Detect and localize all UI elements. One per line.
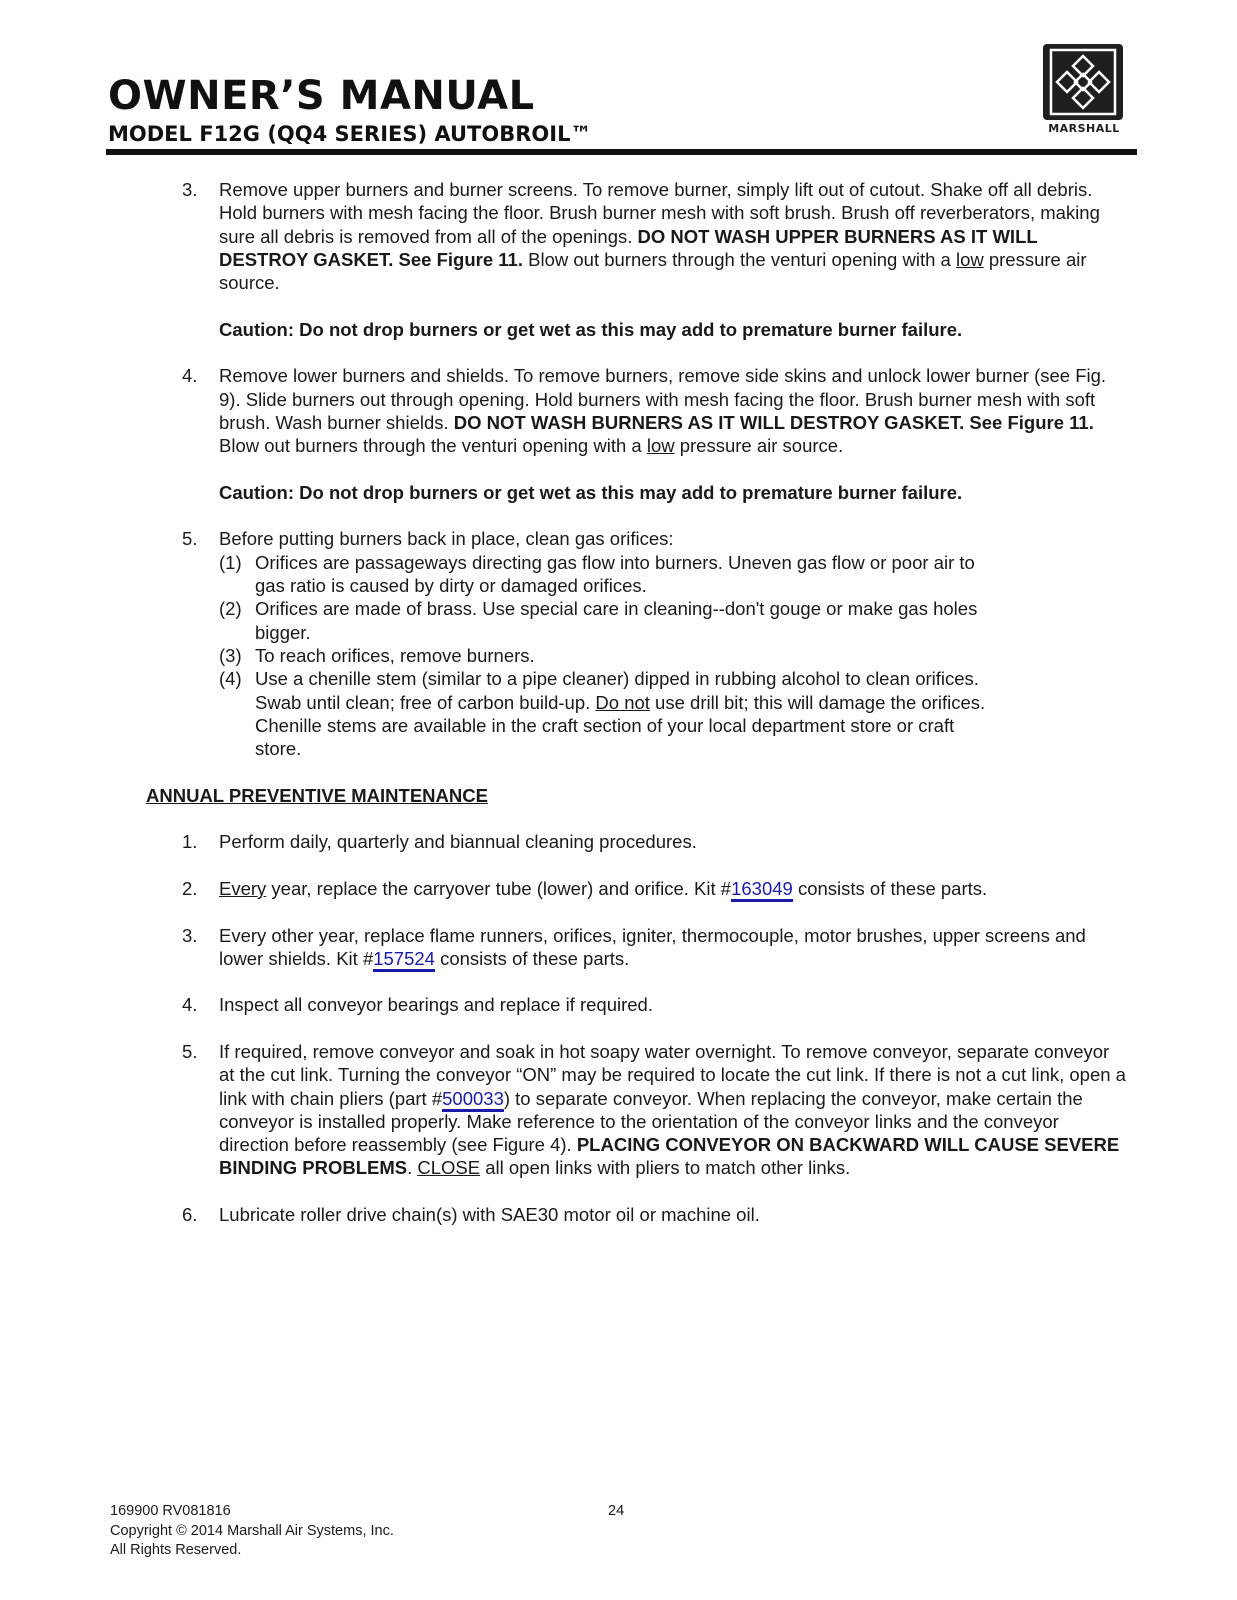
sub-step: (1) Orifices are passageways directing gas flow into burners. Uneven gas flow or poor air to gas ratio is caused by dirty or damaged orifices.	[219, 551, 975, 597]
step-number: 4.	[182, 994, 198, 1016]
part-500033-link[interactable]: 500033	[442, 1088, 504, 1112]
step-item: 1. Perform daily, quarterly and biannual cleaning procedures.	[182, 831, 697, 853]
doc-number: 169900 RV081816	[110, 1503, 231, 1519]
step-number: 6.	[182, 1204, 198, 1226]
step-item: 5. If required, remove conveyor and soak in hot soapy water overnight. To remove conveyor, separate conveyor at the cut link. Turning the conveyor “ON” may be required to locate the cut link. If there is not a cut link, open a link with chain pliers (part #500033) to separate conveyor. When replacing the conveyor, make certain the conveyor is installed properly. Make reference to the orientation of the conveyor links and the conveyor direction before reassembly (see Figure 4). PLACING CONVEYOR ON BACKWARD WILL CAUSE SEVERE BINDING PROBLEMS. CLOSE all open links with pliers to match other links.	[182, 1040, 1126, 1179]
header-rule	[106, 149, 1137, 155]
caution-text: Caution: Do not drop burners or get wet as this may add to premature burner failure.	[219, 318, 963, 340]
step-number: 3.	[182, 924, 198, 946]
sub-step: (4) Use a chenille stem (similar to a pipe cleaner) dipped in rubbing alcohol to clean orifices. Swab until clean; free of carbon build-up. Do not use drill bit; this will damage the orifices. Chenille stems are available in the craft section of your local department store or craft store.	[219, 668, 986, 760]
step-item: 6. Lubricate roller drive chain(s) with SAE30 motor oil or machine oil.	[182, 1204, 760, 1226]
page-title: OWNER’S MANUAL	[108, 73, 535, 119]
warning-text: PLACING CONVEYOR ON BACKWARD WILL CAUSE SEVERE BINDING PROBLEMS	[219, 1134, 1120, 1179]
caution-text: Caution: Do not drop burners or get wet as this may add to premature burner failure.	[219, 481, 963, 503]
kit-163049-link[interactable]: 163049	[731, 878, 793, 902]
step-number: 4.	[182, 365, 198, 387]
step-item	[0, 527, 1237, 760]
step-item: 4. Remove lower burners and shields. To remove burners, remove side skins and unlock lower burner (see Fig. 9). Slide burners out through opening. Hold burners with mesh facing the floor. Brush burner mesh with soft brush. Wash burner shields. DO NOT WASH BURNERS AS IT WILL DESTROY GASKET. See Figure 11. Blow out burners through the venturi opening with a low pressure air source.	[182, 365, 1107, 457]
kit-157524-link[interactable]: 157524	[373, 948, 435, 972]
logo-wordmark: MARSHALL	[1048, 122, 1120, 135]
step-item: 3. Remove upper burners and burner screens. To remove burner, simply lift out of cutout. Shake off all debris. Hold burners with mesh facing the floor. Brush burner mesh with soft brush. Brush off reverberators, making sure all debris is removed from all of the openings. DO NOT WASH UPPER BURNERS AS IT WILL DESTROY GASKET. See Figure 11. Blow out burners through the venturi opening with a low pressure air source.	[182, 179, 1100, 294]
page-subtitle: MODEL F12G (QQ4 SERIES) AUTOBROIL™	[108, 122, 592, 146]
rights-text: All Rights Reserved.	[110, 1542, 242, 1558]
sub-step: (2) Orifices are made of brass. Use special care in cleaning--don't gouge or make gas holes bigger.	[219, 598, 978, 643]
step-item: 3. Every other year, replace flame runners, orifices, igniter, thermocouple, motor brushes, upper screens and lower shields. Kit #157524 consists of these parts.	[0, 924, 1237, 971]
step-number: 2.	[182, 877, 198, 899]
page-number: 24	[608, 1503, 625, 1519]
manual-content	[0, 178, 1237, 1226]
step-intro: Before putting burners back in place, clean gas orifices:	[219, 528, 674, 550]
marshall-logo	[1043, 44, 1125, 139]
page-header	[108, 72, 1136, 148]
logo-emblem-icon	[1043, 44, 1123, 120]
step-item: 4. Inspect all conveyor bearings and replace if required.	[182, 994, 653, 1016]
step-number: 5.	[182, 1040, 198, 1062]
section-heading: ANNUAL PREVENTIVE MAINTENANCE	[146, 784, 488, 806]
warning-text: DO NOT WASH BURNERS AS IT WILL DESTROY GASKET. See Figure 11.	[453, 411, 1094, 433]
copyright-text: Copyright © 2014 Marshall Air Systems, Inc.	[110, 1522, 394, 1539]
step-number: 1.	[182, 831, 198, 853]
warning-text: DO NOT WASH UPPER BURNERS AS IT WILL DESTROY GASKET. See Figure 11.	[219, 225, 1038, 270]
step-number: 3.	[182, 179, 198, 200]
sub-step: (3) To reach orifices, remove burners.	[219, 644, 535, 666]
step-number: 5.	[182, 528, 198, 550]
step-item: 2. Every year, replace the carryover tube (lower) and orifice. Kit #163049 consists of these parts.	[0, 877, 1237, 900]
